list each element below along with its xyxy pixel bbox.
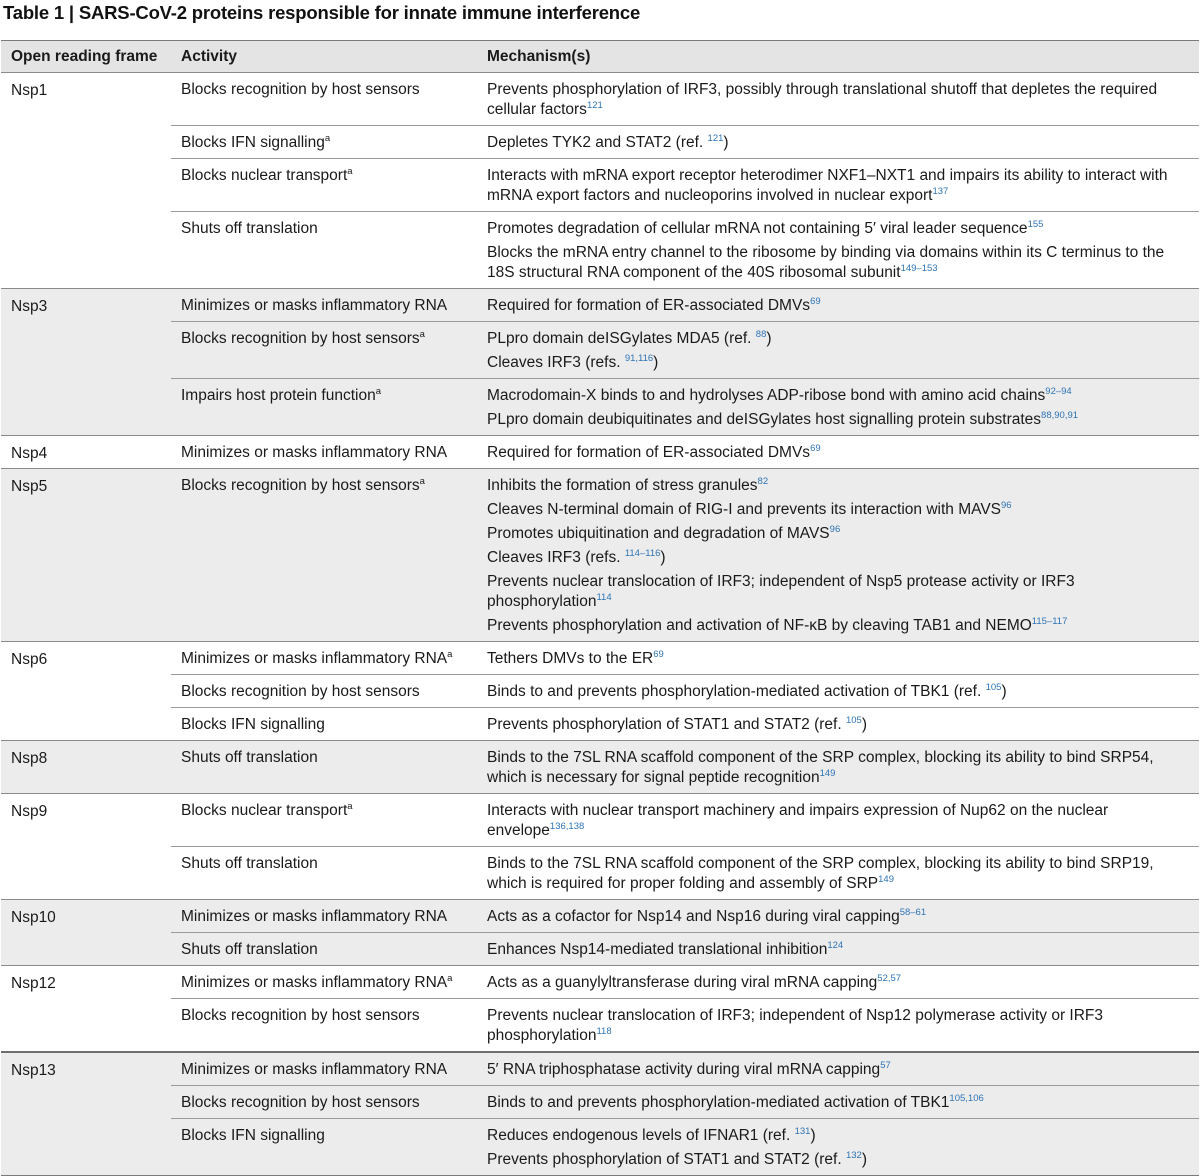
activity-label: Blocks recognition by host sensors — [181, 330, 420, 347]
activity-row — [171, 125, 1199, 158]
mechanism-text — [487, 443, 1191, 463]
activity-row — [171, 158, 1199, 211]
mechanism-body: Enhances Nsp14-mediated translational inhibition — [487, 941, 828, 958]
mechanism-body: Cleaves IRF3 (refs. — [487, 549, 625, 566]
mechanism-body: Promotes ubiquitination and degradation of MAVS — [487, 525, 830, 542]
activity-label: Blocks recognition by host sensors — [181, 1007, 420, 1024]
activity-label: Blocks IFN signalling — [181, 134, 325, 151]
mechanism-body: Binds to the 7SL RNA scaffold component of the SRP complex, blocking its ability to bind SRP19, which is required for proper folding and assembly of SRP — [487, 855, 1154, 892]
activity-group — [171, 900, 1199, 965]
table-label: Table 1 — [3, 2, 64, 23]
activity-label: Shuts off translation — [181, 855, 318, 872]
reference-superscript: 69 — [653, 649, 664, 660]
table-row — [1, 289, 1199, 436]
mechanism-body: Acts as a cofactor for Nsp14 and Nsp16 during viral capping — [487, 908, 900, 925]
mechanism-body: Interacts with nuclear transport machinery and impairs expression of Nup62 on the nuclear envelope — [487, 802, 1109, 839]
reference-superscript: 105 — [845, 715, 862, 726]
mechanism-body: Required for formation of ER-associated DMVs — [487, 297, 811, 314]
mechanism-text — [487, 329, 1191, 349]
table-row — [1, 469, 1199, 642]
mechanism-text — [487, 616, 1191, 636]
reference-superscript: 58–61 — [899, 907, 927, 918]
reference-superscript: 92–94 — [1045, 386, 1072, 397]
mechanism-text — [487, 524, 1191, 544]
mechanism-body: Inhibits the formation of stress granules — [487, 477, 758, 494]
mechanism-cell — [477, 708, 1199, 740]
reference-superscript: 114–116 — [624, 548, 661, 559]
closing-parenthesis: ) — [810, 1127, 816, 1144]
mechanism-cell — [477, 322, 1199, 378]
table-title-text: SARS-CoV-2 proteins responsible for innate immune interference — [78, 2, 641, 23]
mechanism-cell — [477, 999, 1199, 1051]
mechanism-text — [487, 243, 1191, 283]
mechanism-text — [487, 801, 1191, 841]
activity-group — [171, 469, 1199, 641]
activity-cell — [171, 900, 477, 932]
reference-superscript: 115–117 — [1031, 616, 1068, 627]
footnote-marker: a — [419, 329, 425, 340]
activity-row — [171, 741, 1199, 793]
activity-row — [171, 321, 1199, 378]
mechanism-body: Reduces endogenous levels of IFNAR1 (ref. — [487, 1127, 795, 1144]
mechanism-text — [487, 1060, 1191, 1080]
activity-cell — [171, 794, 477, 846]
activity-label: Minimizes or masks inflammatory RNA — [181, 297, 448, 314]
mechanism-text — [487, 133, 1191, 153]
activity-label: Minimizes or masks inflammatory RNA — [181, 974, 448, 991]
mechanism-cell — [477, 212, 1199, 288]
mechanism-body: Prevents nuclear translocation of IRF3; independent of Nsp12 polymerase activity or IRF3 phosphorylation — [487, 1007, 1104, 1044]
mechanism-text — [487, 476, 1191, 496]
activity-group — [171, 73, 1199, 288]
activity-label: Blocks IFN signalling — [181, 716, 325, 733]
orf-cell: Nsp13 — [11, 1062, 56, 1079]
reference-superscript: 96 — [829, 524, 841, 535]
mechanism-cell — [477, 126, 1199, 158]
activity-row — [171, 846, 1199, 899]
mechanism-text — [487, 715, 1191, 735]
reference-superscript: 69 — [810, 443, 821, 454]
activity-cell — [171, 73, 477, 125]
activity-row — [171, 932, 1199, 965]
activity-cell — [171, 708, 477, 740]
activity-cell — [171, 933, 477, 965]
table-title: Table 1 | SARS-CoV-2 proteins responsible for innate immune interference — [3, 2, 641, 23]
activity-label: Minimizes or masks inflammatory RNA — [181, 908, 448, 925]
mechanism-text — [487, 1150, 1191, 1170]
reference-superscript: 91,116 — [624, 353, 654, 364]
activity-row — [171, 707, 1199, 740]
reference-superscript: 105 — [985, 682, 1002, 693]
activity-label: Minimizes or masks inflammatory RNA — [181, 1061, 448, 1078]
orf-cell: Nsp10 — [11, 909, 56, 926]
activity-label: Minimizes or masks inflammatory RNA — [181, 650, 448, 667]
orf-cell: Nsp8 — [11, 750, 48, 767]
orf-cell: Nsp5 — [11, 478, 48, 495]
mechanism-cell — [477, 1119, 1199, 1175]
footnote-marker: a — [347, 801, 353, 812]
mechanism-text — [487, 353, 1191, 373]
mechanism-body: Prevents phosphorylation and activation of NF-κB by cleaving TAB1 and NEMO — [487, 617, 1032, 634]
mechanism-text — [487, 548, 1191, 568]
activity-group — [171, 1053, 1199, 1175]
mechanism-cell — [477, 900, 1199, 932]
mechanism-text — [487, 296, 1191, 316]
footnote-marker: a — [447, 649, 453, 660]
activity-row — [171, 1118, 1199, 1175]
closing-parenthesis: ) — [861, 716, 867, 733]
reference-superscript: 82 — [757, 476, 769, 487]
mechanism-body: Prevents phosphorylation of STAT1 and STAT2 (ref. — [487, 716, 846, 733]
closing-parenthesis: ) — [653, 354, 659, 371]
footnote-marker: a — [375, 386, 382, 397]
activity-cell — [171, 212, 477, 288]
reference-superscript: 52,57 — [877, 973, 902, 984]
activity-label: Minimizes or masks inflammatory RNA — [181, 444, 448, 461]
mechanism-body: PLpro domain deISGylates MDA5 (ref. — [487, 330, 756, 347]
orf-cell: Nsp4 — [11, 445, 48, 462]
activity-label: Blocks recognition by host sensors — [181, 477, 420, 494]
table-row — [1, 741, 1199, 794]
activity-group — [171, 966, 1199, 1051]
mechanism-cell — [477, 289, 1199, 321]
activity-cell — [171, 1119, 477, 1175]
mechanism-body: 5′ RNA triphosphatase activity during viral mRNA capping — [487, 1061, 881, 1078]
mechanism-text — [487, 500, 1191, 520]
activity-cell — [171, 966, 477, 998]
orf-cell: Nsp1 — [11, 82, 48, 99]
mechanism-cell — [477, 642, 1199, 674]
reference-superscript: 149–153 — [900, 263, 938, 274]
reference-superscript: 114 — [596, 592, 612, 603]
data-table — [1, 40, 1199, 1176]
activity-cell — [171, 999, 477, 1051]
activity-label: Blocks recognition by host sensors — [181, 81, 420, 98]
reference-superscript: 96 — [1001, 500, 1012, 511]
header-orf: Open reading frame — [11, 48, 158, 65]
mechanism-text — [487, 166, 1191, 206]
header-activity: Activity — [181, 48, 237, 65]
activity-cell — [171, 379, 477, 435]
activity-label: Blocks IFN signalling — [181, 1127, 325, 1144]
footnote-marker: a — [447, 973, 453, 984]
mechanism-body: Acts as a guanylyltransferase during viral mRNA capping — [487, 974, 878, 991]
footnote-marker: a — [324, 133, 331, 144]
activity-cell — [171, 1053, 477, 1085]
closing-parenthesis: ) — [1001, 683, 1007, 700]
mechanism-cell — [477, 1086, 1199, 1118]
activity-label: Blocks nuclear transport — [181, 167, 348, 184]
activity-row — [171, 73, 1199, 125]
mechanism-body: Interacts with mRNA export receptor heterodimer NXF1–NXT1 and impairs its ability to interact with mRNA export factors and nucleoporins involved in nuclear export — [487, 167, 1168, 204]
activity-group — [171, 794, 1199, 899]
reference-superscript: 88,90,91 — [1041, 410, 1079, 421]
reference-superscript: 131 — [794, 1126, 811, 1137]
reference-superscript: 136,138 — [549, 821, 585, 832]
reference-superscript: 124 — [827, 940, 844, 951]
reference-superscript: 121 — [586, 100, 603, 111]
reference-superscript: 88 — [755, 329, 767, 340]
orf-cell: Nsp3 — [11, 298, 48, 315]
mechanism-body: Binds to and prevents phosphorylation-mediated activation of TBK1 (ref. — [487, 683, 986, 700]
activity-row — [171, 674, 1199, 707]
mechanism-body: Cleaves IRF3 (refs. — [487, 354, 625, 371]
activity-label: Shuts off translation — [181, 220, 318, 237]
activity-row — [171, 469, 1199, 641]
mechanism-cell — [477, 436, 1199, 468]
activity-cell — [171, 126, 477, 158]
mechanism-cell — [477, 1053, 1199, 1085]
table-row — [1, 794, 1199, 900]
activity-row — [171, 289, 1199, 321]
activity-row — [171, 794, 1199, 846]
table-row — [1, 966, 1199, 1053]
table-row — [1, 73, 1199, 289]
activity-cell — [171, 289, 477, 321]
mechanism-body: Prevents phosphorylation of STAT1 and STAT2 (ref. — [487, 1151, 846, 1168]
table-row — [1, 642, 1199, 741]
mechanism-text — [487, 940, 1191, 960]
header-mechanism: Mechanism(s) — [487, 48, 591, 65]
mechanism-text — [487, 1093, 1191, 1113]
mechanism-body: Depletes TYK2 and STAT2 (ref. — [487, 134, 708, 151]
closing-parenthesis: ) — [861, 1151, 867, 1168]
closing-parenthesis: ) — [723, 134, 729, 151]
activity-row — [171, 642, 1199, 674]
closing-parenthesis: ) — [766, 330, 772, 347]
mechanism-cell — [477, 966, 1199, 998]
table-row — [1, 1053, 1199, 1175]
mechanism-body: Promotes degradation of cellular mRNA not containing 5′ viral leader sequence — [487, 220, 1028, 237]
activity-row — [171, 1053, 1199, 1085]
reference-superscript: 105,106 — [949, 1093, 984, 1104]
mechanism-cell — [477, 379, 1199, 435]
mechanism-text — [487, 854, 1191, 894]
activity-cell — [171, 642, 477, 674]
mechanism-body: Prevents nuclear translocation of IRF3; independent of Nsp5 protease activity or IRF3 phosphorylation — [487, 573, 1075, 610]
mechanism-body: PLpro domain deubiquitinates and deISGylates host signalling protein substrates — [487, 411, 1042, 428]
activity-row — [171, 436, 1199, 468]
activity-label: Impairs host protein function — [181, 387, 376, 404]
activity-cell — [171, 1086, 477, 1118]
mechanism-cell — [477, 741, 1199, 793]
table-header — [1, 41, 1199, 73]
closing-parenthesis: ) — [660, 549, 666, 566]
footnote-marker: a — [419, 476, 425, 487]
mechanism-body: Macrodomain-X binds to and hydrolyses ADP-ribose bond with amino acid chains — [487, 387, 1046, 404]
mechanism-text — [487, 219, 1191, 239]
mechanism-text — [487, 907, 1191, 927]
reference-superscript: 155 — [1027, 219, 1044, 230]
mechanism-cell — [477, 933, 1199, 965]
mechanism-body: Blocks the mRNA entry channel to the ribosome by binding via domains within its C terminus to the 18S structural RNA component of the 40S ribosomal subunit — [487, 244, 1165, 281]
mechanism-body: Prevents phosphorylation of IRF3, possibly through translational shutoff that depletes the required cellular factors — [487, 81, 1158, 118]
mechanism-text — [487, 572, 1191, 612]
mechanism-body: Cleaves N-terminal domain of RIG-I and prevents its interaction with MAVS — [487, 501, 1001, 518]
mechanism-cell — [477, 469, 1199, 641]
reference-superscript: 57 — [880, 1060, 891, 1071]
orf-cell: Nsp12 — [11, 975, 56, 992]
activity-group — [171, 436, 1199, 468]
mechanism-cell — [477, 675, 1199, 707]
table-row — [1, 436, 1199, 469]
reference-superscript: 149 — [819, 768, 836, 779]
activity-row — [171, 378, 1199, 435]
mechanism-body: Required for formation of ER-associated DMVs — [487, 444, 811, 461]
mechanism-text — [487, 410, 1191, 430]
orf-cell: Nsp9 — [11, 803, 48, 820]
activity-cell — [171, 469, 477, 641]
activity-cell — [171, 675, 477, 707]
mechanism-body: Binds to and prevents phosphorylation-mediated activation of TBK1 — [487, 1094, 950, 1111]
activity-label: Shuts off translation — [181, 749, 318, 766]
activity-cell — [171, 436, 477, 468]
activity-row — [171, 998, 1199, 1051]
activity-label: Blocks recognition by host sensors — [181, 1094, 420, 1111]
reference-superscript: 149 — [878, 874, 894, 885]
activity-label: Blocks recognition by host sensors — [181, 683, 420, 700]
mechanism-body: Tethers DMVs to the ER — [487, 650, 654, 667]
footnote-marker: a — [347, 166, 353, 177]
activity-row — [171, 900, 1199, 932]
table-row — [1, 900, 1199, 966]
mechanism-text — [487, 682, 1191, 702]
reference-superscript: 118 — [596, 1026, 612, 1037]
activity-row — [171, 1085, 1199, 1118]
activity-group — [171, 642, 1199, 740]
activity-cell — [171, 322, 477, 378]
mechanism-cell — [477, 159, 1199, 211]
mechanism-text — [487, 1006, 1191, 1046]
mechanism-text — [487, 1126, 1191, 1146]
reference-superscript: 69 — [810, 296, 821, 307]
mechanism-body: Binds to the 7SL RNA scaffold component of the SRP complex, blocking its ability to bind SRP54, which is necessary for signal peptide recognition — [487, 749, 1154, 786]
activity-row — [171, 211, 1199, 288]
activity-row — [171, 966, 1199, 998]
activity-cell — [171, 159, 477, 211]
mechanism-text — [487, 973, 1191, 993]
activity-group — [171, 741, 1199, 793]
orf-cell: Nsp6 — [11, 651, 48, 668]
activity-label: Blocks nuclear transport — [181, 802, 348, 819]
mechanism-text — [487, 748, 1191, 788]
activity-cell — [171, 741, 477, 793]
reference-superscript: 137 — [932, 186, 949, 197]
mechanism-cell — [477, 73, 1199, 125]
reference-superscript: 132 — [845, 1150, 862, 1161]
reference-superscript: 121 — [707, 133, 724, 144]
mechanism-text — [487, 386, 1191, 406]
mechanism-text — [487, 80, 1191, 120]
mechanism-cell — [477, 794, 1199, 846]
table-body — [1, 73, 1199, 1175]
activity-label: Shuts off translation — [181, 941, 318, 958]
activity-group — [171, 289, 1199, 435]
mechanism-text — [487, 649, 1191, 669]
mechanism-cell — [477, 847, 1199, 899]
activity-cell — [171, 847, 477, 899]
